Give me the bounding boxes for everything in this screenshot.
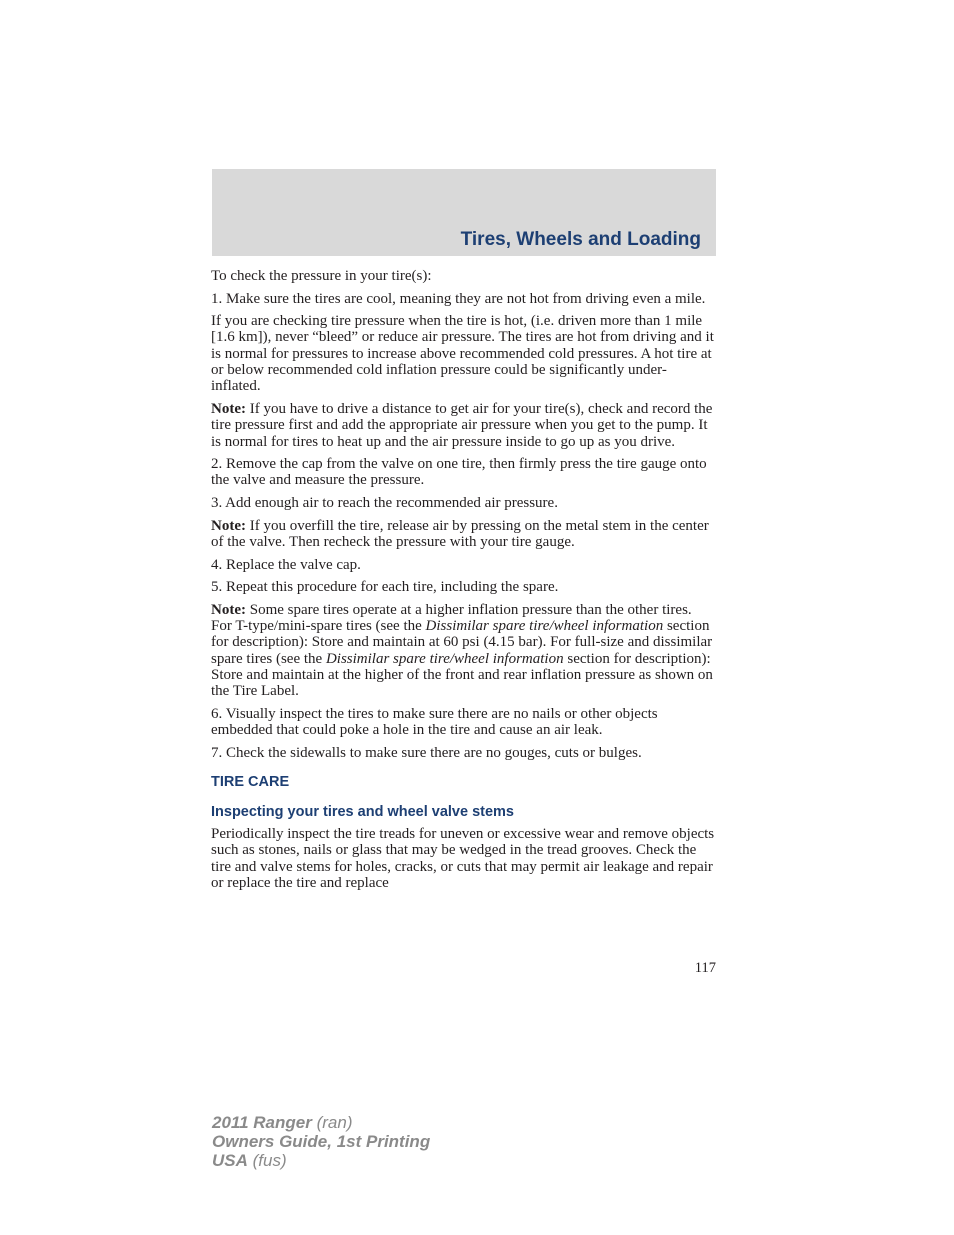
footer-region-code: (fus) [247, 1151, 287, 1170]
note-label: Note: [211, 517, 246, 534]
step-1: 1. Make sure the tires are cool, meaning they are not hot from driving even a mile. [211, 290, 706, 307]
section-heading: TIRE CARE [211, 773, 290, 790]
footer-region: USA [212, 1151, 248, 1170]
footer-guide: Owners Guide, 1st Printing [212, 1132, 431, 1151]
note-text: Some spare tires operate at a higher inflation pressure than the other tires. For T-type/mini-spare tires (see the [211, 601, 692, 635]
footer-model-code: (ran) [311, 1113, 353, 1132]
note-paragraph [211, 518, 716, 551]
step-6: 6. Visually inspect the tires to make sure there are no nails or other objects embedded that could poke a hole in the tire and cause an air leak. [211, 705, 658, 739]
step-3: 3. Add enough air to reach the recommended air pressure. [211, 495, 558, 512]
paragraph: If you are checking tire pressure when the tire is hot, (i.e. driven more than 1 mile [1.6 km]), never “bleed” or reduce air pressure. The tires are hot from driving and it is normal for pressures to increase above recommended cold pressures. A hot tire at or below recommended cold inflation pressure could be significantly under-inflated. [211, 313, 714, 395]
note-paragraph [211, 602, 716, 700]
paragraph: Periodically inspect the tire treads for uneven or excessive wear and remove objects such as stones, nails or glass that may be wedged in the tread grooves. Check the tire and valve stems for holes, cracks, or cuts that may permit air leakage and repair or replace the tire and replace [211, 825, 715, 891]
subsection-heading: Inspecting your tires and wheel valve stems [211, 803, 514, 820]
paragraph: To check the pressure in your tire(s): [211, 268, 432, 284]
note-paragraph [211, 401, 716, 450]
section-title: Tires, Wheels and Loading [460, 229, 701, 250]
footer-line-model [212, 1113, 430, 1132]
step-4: 4. Replace the valve cap. [211, 556, 361, 573]
section-header-band [212, 169, 716, 256]
footer-model: 2011 Ranger [212, 1113, 312, 1132]
step-5: 5. Repeat this procedure for each tire, including the spare. [211, 579, 559, 596]
note-text: section for description): Store and maintain at the higher of the front and rear inflation pressure as shown on the Tire Label. [211, 650, 713, 700]
page-number: 117 [694, 960, 716, 976]
cross-reference: Dissimilar spare tire/wheel information [325, 650, 564, 667]
footer-line-guide [212, 1132, 430, 1151]
note-text: If you overfill the tire, release air by pressing on the metal stem in the center of the valve. Then recheck the pressure with your tire gauge. [211, 517, 709, 550]
note-label: Note: [211, 400, 246, 417]
note-text: section for description): Store and maintain at 60 psi (4.15 bar). For full-size and dissimilar spare tires (see the [211, 618, 713, 667]
note-label: Note: [211, 601, 246, 618]
document-footer [212, 1113, 430, 1170]
note-text: If you have to drive a distance to get air for your tire(s), check and record the tire pressure first and add the appropriate air pressure when you get to the pump. It is normal for tires to heat up and the air pressure inside to go up as you drive. [211, 400, 713, 450]
page-content [211, 268, 716, 897]
step-2: 2. Remove the cap from the valve on one tire, then firmly press the tire gauge onto the valve and measure the pressure. [211, 456, 707, 489]
cross-reference: Dissimilar spare tire/wheel information [425, 618, 664, 635]
step-7: 7. Check the sidewalls to make sure there are no gouges, cuts or bulges. [211, 744, 642, 761]
footer-line-region [212, 1151, 430, 1170]
